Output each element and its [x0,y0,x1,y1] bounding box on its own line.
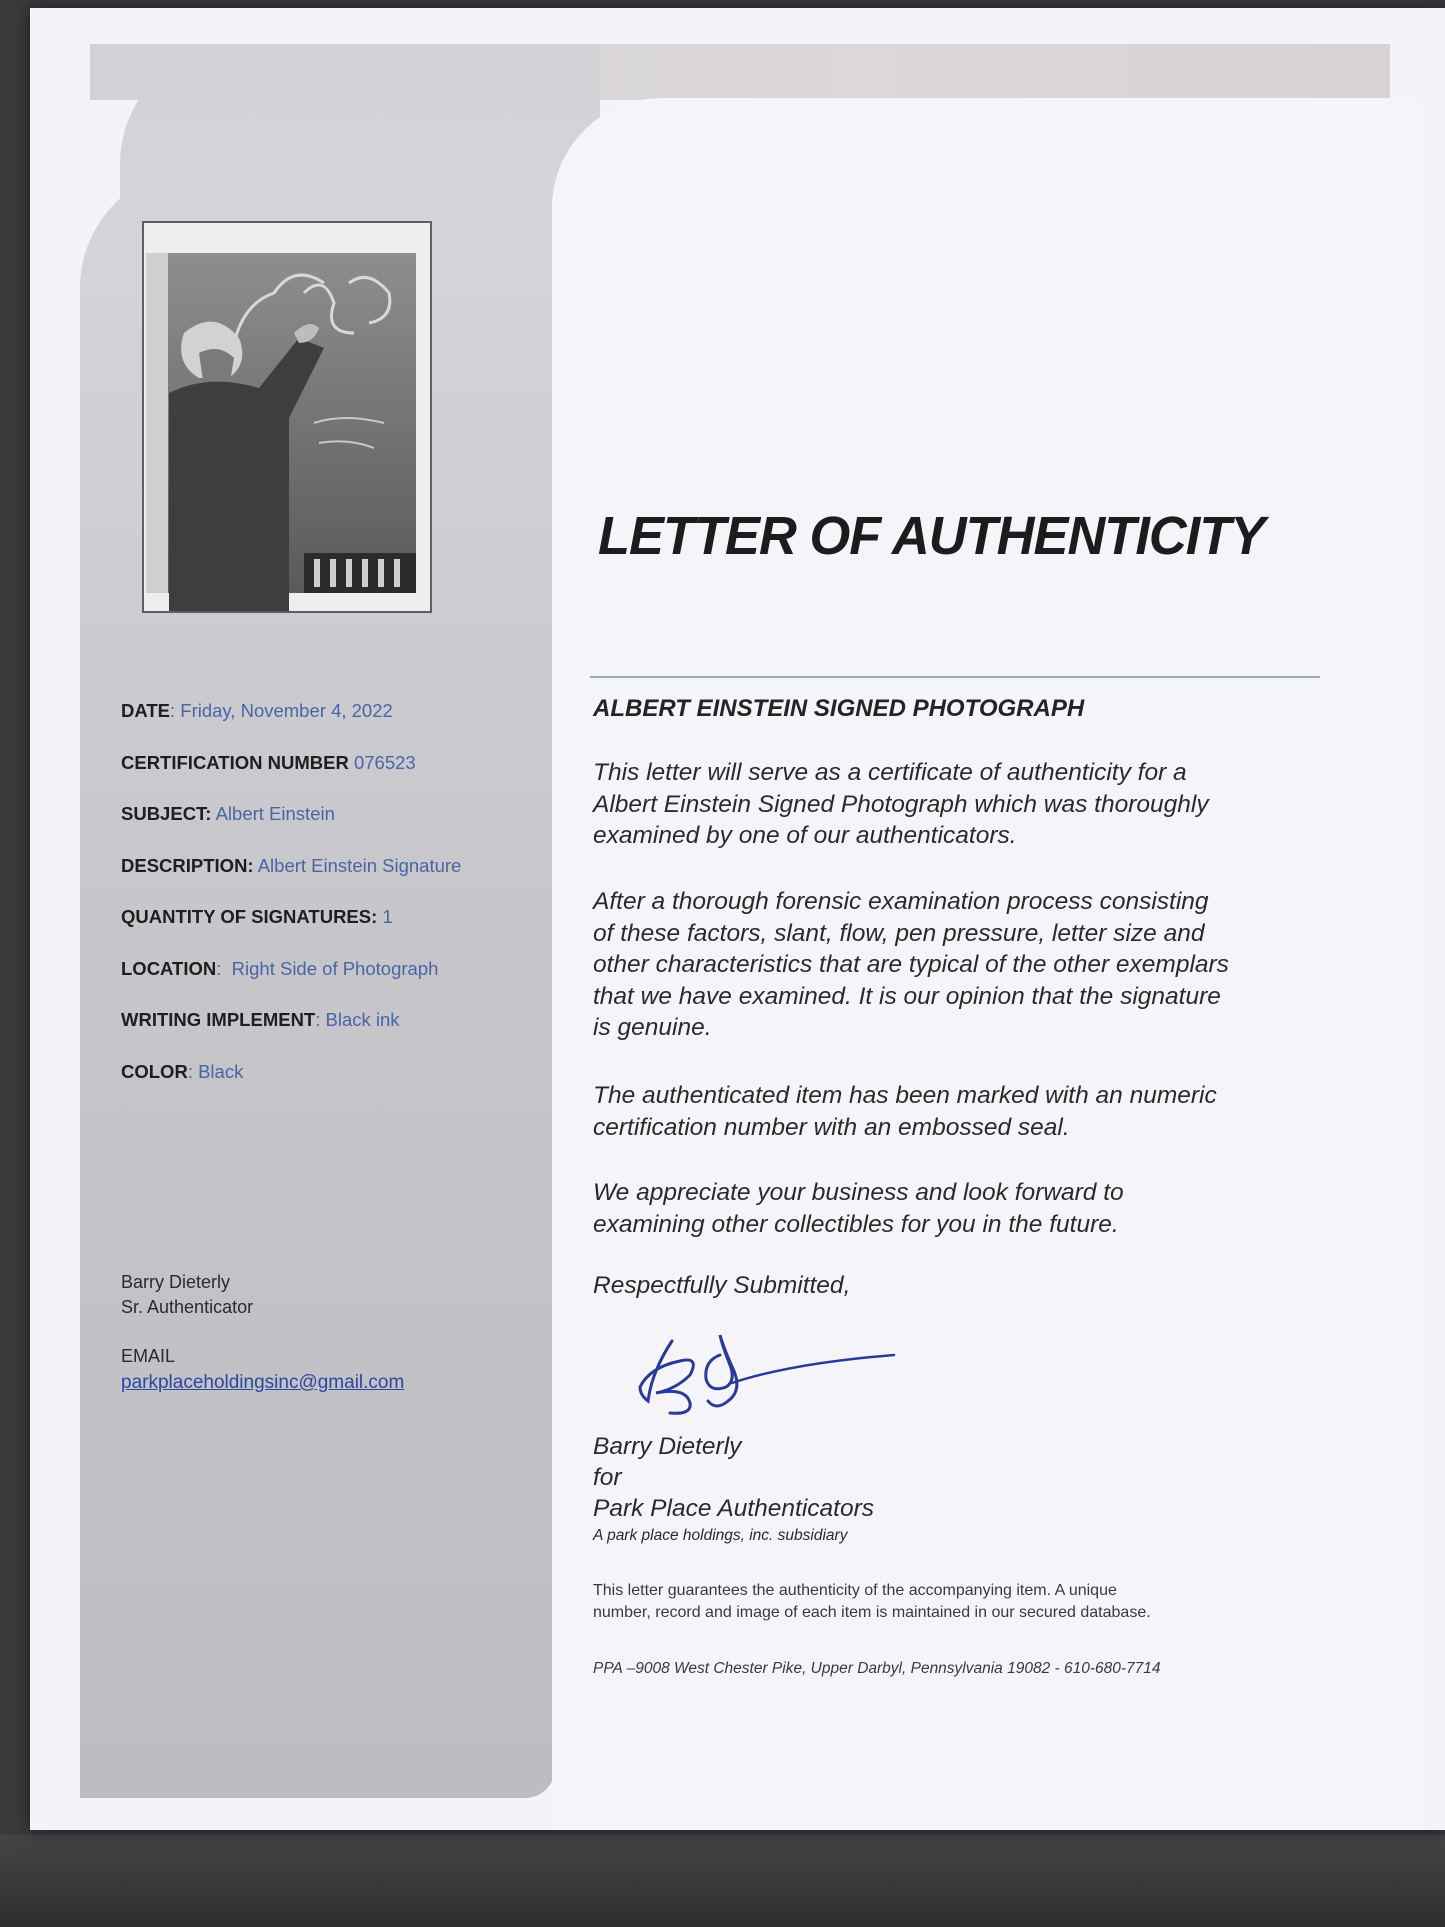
detail-value: 1 [382,906,393,927]
certificate-details [121,700,541,1112]
paragraph-line: that we have examined. It is our opinion that the signature [593,982,1221,1010]
paragraph-line: The authenticated item has been marked with an numeric [593,1082,1217,1109]
detail-label: DESCRIPTION: [121,854,254,876]
detail-label: WRITING IMPLEMENT [121,1009,316,1030]
document-title: LETTER OF AUTHENTICITY [598,506,1265,566]
email-link[interactable]: parkplaceholdingsinc@gmail.com [121,1372,405,1393]
paragraph-thanks [593,1177,1333,1240]
email-label: EMAIL [121,1346,176,1366]
detail-certification-number [121,752,541,804]
signer-for: for [593,1464,622,1491]
detail-description [121,855,541,907]
detail-quantity [121,906,541,958]
authenticator-role: Sr. Authenticator [121,1297,254,1317]
authenticator-contact [121,1270,253,1320]
detail-label: DATE [121,700,170,721]
detail-value: Albert Einstein [215,803,335,824]
company-address: PPA –9008 West Chester Pike, Upper Darbyl, Pennsylvania 19082 - 610-680-7714 [593,1660,1161,1677]
detail-label: LOCATION [121,957,217,979]
detail-value: 076523 [353,751,416,773]
paragraph-line: Albert Einstein Signed Photograph which was thoroughly [593,790,1209,818]
detail-subject [121,803,541,855]
detail-value: Black [198,1060,244,1082]
title-divider [590,676,1320,678]
signer-block [593,1431,874,1524]
signer-name: Barry Dieterly [593,1433,742,1460]
paragraph-line: certification number with an embossed seal. [593,1113,1070,1141]
subject-heading: ALBERT EINSTEIN SIGNED PHOTOGRAPH [593,695,1085,722]
authenticated-photograph [142,221,432,613]
guarantee-line: This letter guarantees the authenticity of the accompanying item. A unique [593,1582,1117,1599]
paragraph-line: After a thorough forensic examination process consisting [593,888,1209,915]
detail-value: Right Side of Photograph [231,957,439,979]
guarantee-line: number, record and image of each item is maintained in our secured database. [593,1604,1151,1621]
paragraph-line: examined by one of our authenticators. [593,822,1017,849]
guarantee-text [593,1580,1151,1624]
paragraph-marking [593,1080,1333,1143]
company-tagline: A park place holdings, inc. subsidiary [593,1527,848,1544]
paragraph-examination [593,886,1333,1044]
paragraph-line: This letter will serve as a certificate of authenticity for a [593,759,1187,786]
detail-separator: : [187,1060,199,1082]
detail-label: COLOR [121,1060,188,1082]
desk-surface [0,1835,1445,1927]
detail-label: QUANTITY OF SIGNATURES: [121,906,378,927]
detail-separator: : [315,1009,326,1030]
authenticator-name: Barry Dieterly [121,1272,231,1292]
company-name: Park Place Authenticators [593,1495,874,1522]
detail-value: Friday, November 4, 2022 [180,700,393,721]
detail-separator: : [216,957,232,979]
detail-value: Albert Einstein Signature [257,854,462,876]
detail-writing-implement [121,1009,541,1061]
detail-color [121,1061,541,1113]
paragraph-line: We appreciate your business and look forward to [593,1179,1124,1206]
detail-separator: : [170,700,181,721]
paragraph-line: other characteristics that are typical of the other exemplars [593,951,1229,978]
detail-value: Black ink [325,1009,400,1030]
closing-line: Respectfully Submitted, [593,1272,851,1299]
detail-date [121,700,541,752]
handwritten-signature [620,1325,920,1430]
detail-label: CERTIFICATION NUMBER [121,751,349,773]
detail-label: SUBJECT: [121,803,212,824]
paragraph-line: is genuine. [593,1014,712,1041]
photograph-image [144,223,430,611]
paragraph-line: examining other collectibles for you in the future. [593,1210,1119,1238]
paragraph-intro [593,757,1333,852]
detail-location [121,958,541,1010]
paragraph-line: of these factors, slant, flow, pen pressure, letter size and [593,919,1205,947]
